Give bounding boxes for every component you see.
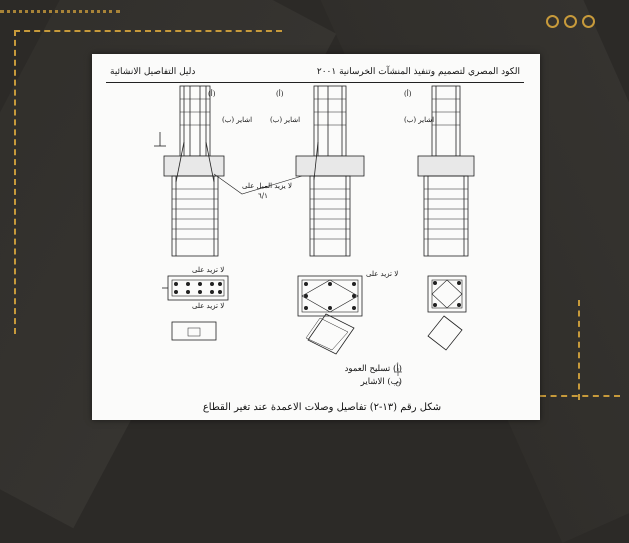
legend-item: (ب) الاشاير bbox=[360, 377, 402, 387]
circle-icon bbox=[546, 15, 559, 28]
dowel-label: اشاير (ب) bbox=[270, 116, 301, 124]
figure-caption: شكل رقم (١٣-٢) تفاصيل وصلات الاعمدة عند تغير القطاع bbox=[202, 402, 442, 413]
decorative-dashed-frame bbox=[578, 300, 582, 400]
header-right-title: الكود المصري لتصميم وتنفيذ المنشآت الخرسانية ٢٠٠١ bbox=[316, 67, 520, 77]
slope-note: لا يزيد الميل على bbox=[242, 182, 292, 190]
dimension-note: لا تزيد على bbox=[192, 266, 225, 274]
bar-label: (أ) bbox=[276, 90, 284, 98]
decorative-dashed-frame bbox=[540, 395, 620, 399]
column-elevation-2 bbox=[296, 86, 364, 256]
dimension-note: لا تزيد على bbox=[192, 302, 225, 310]
column-elevation-3 bbox=[418, 86, 474, 256]
column-section-2 bbox=[298, 276, 362, 354]
column-elevation-1 bbox=[154, 86, 224, 256]
circle-icon bbox=[582, 15, 595, 28]
bar-label: (أ) bbox=[404, 90, 412, 98]
slope-note-value: ٦/١ bbox=[258, 192, 268, 200]
dowel-label: اشاير (ب) bbox=[222, 116, 253, 124]
document-page bbox=[92, 54, 540, 420]
legend-item: (أ) تسليح العمود bbox=[344, 364, 402, 374]
decorative-dots bbox=[546, 15, 595, 28]
dowel-label: اشاير (ب) bbox=[404, 116, 435, 124]
circle-icon bbox=[564, 15, 577, 28]
decorative-dotted-line bbox=[0, 0, 120, 13]
column-section-3 bbox=[428, 276, 466, 350]
dimension-note: لا تزيد على bbox=[366, 270, 399, 278]
header-left-title: دليل التفاصيل الانشائية bbox=[110, 67, 196, 77]
bar-label: (أ) bbox=[208, 90, 216, 98]
